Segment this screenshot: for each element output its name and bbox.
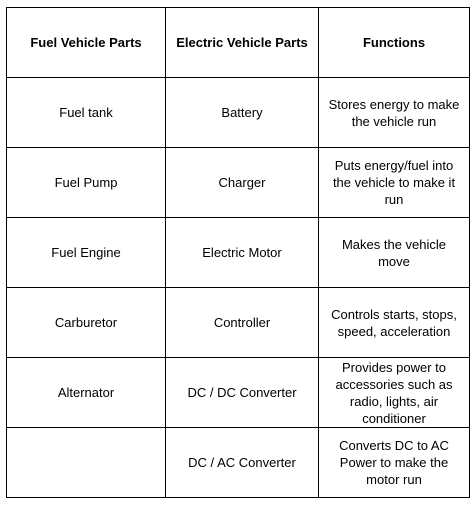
function-cell: Puts energy/fuel into the vehicle to make it run xyxy=(319,148,470,218)
header-electric-vehicle-parts: Electric Vehicle Parts xyxy=(166,8,319,78)
comparison-table-container xyxy=(6,7,469,498)
header-row xyxy=(7,8,470,78)
table-row xyxy=(7,78,470,148)
electric-part-cell: Charger xyxy=(166,148,319,218)
fuel-part-cell: Fuel Engine xyxy=(7,218,166,288)
table-row xyxy=(7,148,470,218)
fuel-part-cell: Carburetor xyxy=(7,288,166,358)
fuel-part-cell: Fuel tank xyxy=(7,78,166,148)
electric-part-cell: DC / DC Converter xyxy=(166,358,319,428)
electric-part-cell: Battery xyxy=(166,78,319,148)
function-cell: Controls starts, stops, speed, acceleration xyxy=(319,288,470,358)
header-fuel-vehicle-parts: Fuel Vehicle Parts xyxy=(7,8,166,78)
header-functions: Functions xyxy=(319,8,470,78)
table-row xyxy=(7,288,470,358)
function-cell: Stores energy to make the vehicle run xyxy=(319,78,470,148)
electric-part-cell: Controller xyxy=(166,288,319,358)
fuel-part-cell: Alternator xyxy=(7,358,166,428)
function-cell: Provides power to accessories such as radio, lights, air conditioner xyxy=(319,358,470,428)
function-cell: Makes the vehicle move xyxy=(319,218,470,288)
table-row xyxy=(7,218,470,288)
fuel-part-cell: Fuel Pump xyxy=(7,148,166,218)
electric-part-cell: DC / AC Converter xyxy=(166,428,319,498)
table-row xyxy=(7,428,470,498)
vehicle-parts-table xyxy=(6,7,470,498)
fuel-part-cell xyxy=(7,428,166,498)
table-row xyxy=(7,358,470,428)
function-cell: Converts DC to AC Power to make the motor run xyxy=(319,428,470,498)
electric-part-cell: Electric Motor xyxy=(166,218,319,288)
